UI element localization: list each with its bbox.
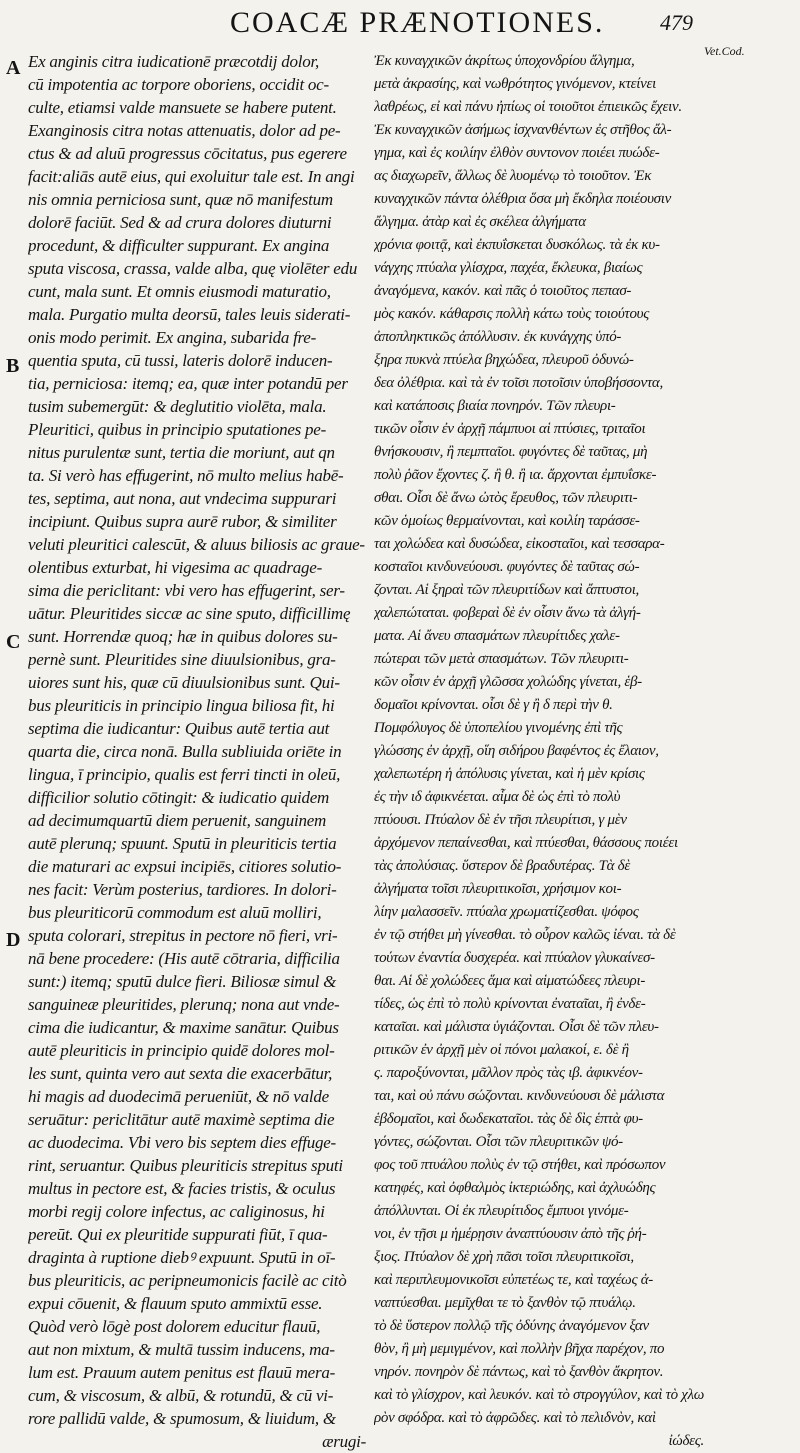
greek-text-line: τὸ δὲ ὕστερον πολλῷ τῆς ὀδύνης ἀναγόμενον ξαν <box>374 1318 649 1334</box>
latin-text-line: sunt. Horrendæ quoq; hæ in quibus dolores su- <box>28 627 338 646</box>
greek-text-line: γόντες, σώζονται. Οἷσι τῶν πλευριτικῶν ψό- <box>374 1134 623 1150</box>
latin-text-line: tes, septima, aut nona, aut vndecima suppurari <box>28 489 337 508</box>
greek-column <box>374 50 704 1453</box>
greek-text-line: ἄλγημα. ἀτὰρ καὶ ἐς σκέλεα ἀλγήματα <box>374 214 586 230</box>
greek-text-line: ναπτύεσθαι. μεμῖχθαι τε τὸ ξανθὸν τῷ πτυάλῳ. <box>374 1295 636 1311</box>
greek-text-line: ἑβδομαῖοι, καὶ δωδεκαταῖοι. τὰς δὲ δὶς ἑπτὰ φυ- <box>374 1111 643 1127</box>
greek-text-line: γημα, καὶ ἐς κοιλίην ἐλθὸν συντονον ποιέει πυώδε- <box>374 145 660 161</box>
greek-text-line: ται, καὶ οὐ πάνυ σώζονται. κινδυνεύουσι δὲ μάλιστα <box>374 1088 665 1104</box>
latin-text-line: cum, & viscosum, & albū, & rotundū, & cū vi- <box>28 1386 334 1405</box>
greek-text-line: φος τοῦ πτυάλου πολὺς ἐν τῷ στήθει, καὶ πρόσωπον <box>374 1157 666 1173</box>
latin-text-line: mala. Purgatio multa deorsū, tales leuis siderati- <box>28 305 351 324</box>
latin-text-line: bus pleuriticis in principio lingua biliosa fit, hi <box>28 696 335 715</box>
latin-text-line: Pleuritici, quibus in principio sputationes pe- <box>28 420 327 439</box>
section-marker-c: C <box>6 631 21 653</box>
latin-text-line: pernè sunt. Pleuritides sine diuulsionibus, gra- <box>28 650 336 669</box>
latin-text-line: nes facit: Verùm posterius, tardiores. In dolori- <box>28 880 337 899</box>
greek-text-line: ται χολώδεα καὶ δυσώδεα, εἰκοσταῖοι, καὶ τεσσαρα- <box>374 536 665 552</box>
greek-text-line: τίδες, ὡς ἐπὶ τὸ πολὺ κρίνονται ἐναταῖαι, ἢ ἐνδε- <box>374 996 646 1012</box>
latin-text-line: pereūt. Qui ex pleuritide suppurati fiūt, ī qua- <box>28 1225 328 1244</box>
latin-text-line: ac duodecima. Vbi vero bis septem dies effuge- <box>28 1133 336 1152</box>
latin-text-line: incipiunt. Quibus supra aurē rubor, & similiter <box>28 512 337 531</box>
catchword: ærugi- <box>322 1432 366 1451</box>
greek-text-line: Πομφόλυγος δὲ ὑποπελίου γινομένης ἐπὶ τῆς <box>374 720 623 736</box>
catchword: ἰώδες. <box>668 1433 704 1449</box>
latin-text-line: tia, perniciosa: itemq; ea, quæ inter potandū per <box>28 374 348 393</box>
greek-text-line: τούτων ἐναντία δυσχερέα. καὶ πτύαλον γλυκαίνεσ- <box>374 950 655 966</box>
greek-text-line: ξιος. Πτύαλον δὲ χρὴ πᾶσι τοῖσι πλευριτικοῖσι, <box>374 1249 634 1265</box>
latin-text-line: seruātur: periclitātur autē maximè septima die <box>28 1110 335 1129</box>
greek-text-line: θὸν, ἢ μὴ μεμιγμένον, καὶ πολλὴν βῆχα παρέχον, πο <box>374 1341 665 1357</box>
latin-text-line: les sunt, quinta vero aut sexta die exacerbātur, <box>28 1064 333 1083</box>
greek-text-line: νοι, ἐν τῇσι μ ἡμέρῃσιν ἀναπτύουσιν ἀπὸ τῆς ῥή- <box>374 1226 647 1242</box>
greek-text-line: καὶ περιπλευμονικοῖσι εὐπετέως τε, καὶ ταχέως ἀ- <box>374 1272 653 1288</box>
greek-text-line: καὶ κατάποσις βιαία πονηρόν. Τῶν πλευρι- <box>374 398 616 414</box>
latin-text-line: lingua, ī principio, qualis est ferri tincti in oleū, <box>28 765 341 784</box>
greek-text-line: θαι. Αἱ δὲ χολώδεες ἅμα καὶ αἱματώδεες πλευρι- <box>374 973 646 989</box>
greek-text-line: χαλεπωτέρη ἡ ἀπόλυσις γίνεται, καὶ ἡ μὲν κρίσις <box>374 766 645 782</box>
latin-text-line: nitus purulentæ sunt, tertia die moriunt, aut qn <box>28 443 335 462</box>
latin-text-line: Quòd verò lōgè post dolorem educitur flauū, <box>28 1317 321 1336</box>
greek-text-line: ἐς τὴν ιδ ἀφικνέεται. αἷμα δὲ ὡς ἐπὶ τὸ πολὺ <box>374 789 621 805</box>
greek-text-line: Ἐκ κυναγχικῶν ἀκρίτως ὑποχονδρίου ἄλγημα, <box>374 53 635 69</box>
greek-text-line: ξηρα πυκνὰ πτύελα βηχώδεα, πλευροῦ ὀδυνώ- <box>374 352 634 368</box>
latin-text-line: facit:aliās autē eius, qui exoluitur tale est. In angi <box>28 167 355 186</box>
greek-text-line: μετὰ ἀκρασίης, καὶ νωθρότητος γινόμενον, κτείνει <box>374 76 656 92</box>
latin-text-line: sputa colorari, strepitus in pectore nō fieri, vri- <box>28 926 338 945</box>
latin-text-line: autē pleuriticis in principio quidē dolores mol- <box>28 1041 335 1060</box>
latin-text-line: Ex anginis citra iudicationē præcotdij dolor, <box>28 52 319 71</box>
greek-text-line: λίην μαλασσεῖν. πτύαλα χρωματίζεσθαι. ψόφος <box>374 904 639 920</box>
latin-text-line: ctus & ad aluū progressus cōcitatus, pus egerere <box>28 144 347 163</box>
latin-text-line: bus pleuriticorū commodum est aluū molliri, <box>28 903 322 922</box>
latin-text-line: Exanginosis citra notas attenuatis, dolor ad pe- <box>28 121 341 140</box>
greek-text-line: χρόνια φοιτᾷ, καὶ ἐκπυΐσκεται δυσκόλως. τὰ ἐκ κυ- <box>374 237 660 253</box>
greek-text-line: πτύουσι. Πτύαλον δὲ ἐν τῆσι πλευρίτισι, γ μὲν <box>374 812 627 828</box>
greek-text-line: ματα. Αἱ ἄνευ σπασμάτων πλευρίτιδες χαλε- <box>374 628 620 644</box>
greek-text-line: ἀλγήματα τοῖσι πλευριτικοῖσι, χρήσιμον κοι- <box>374 881 622 897</box>
greek-text-line: τικῶν οἷσιν ἐν ἀρχῇ πάμπυοι αἱ πτύσιες, τριταῖοι <box>374 421 646 437</box>
greek-text-line: ριτικῶν ἐν ἀρχῇ μὲν οἱ πόνοι μαλακοί, ε. δὲ ἢ <box>374 1042 629 1058</box>
greek-text-line: σθαι. Οἷσι δὲ ἄνω ὠτὸς ἔρευθος, τῶν πλευριτι- <box>374 490 638 506</box>
greek-text-line: κῶν οἷσιν ἐν ἀρχῇ γλῶσσα χολώδης γίνεται, ἑβ- <box>374 674 642 690</box>
latin-text-line: difficilior solutio cōtingit: & iudicatio quidem <box>28 788 330 807</box>
latin-text-line: sima die periclitant: vbi vero has effugerint, ser- <box>28 581 345 600</box>
greek-text-line: κῶν ὁμοίως θερμαίνονται, καὶ κοιλίη ταράσσε- <box>374 513 640 529</box>
latin-text-line: veluti pleuritici calescūt, & aluus biliosis ac graue- <box>28 535 365 554</box>
greek-text-line: λαθρέως, εἰ καὶ πάνυ ἠπίως οἱ τοιοῦτοι ἐπιεικῶς ἔχειν. <box>374 99 682 115</box>
section-marker-d: D <box>6 929 21 951</box>
latin-text-line: expui cōuenit, & flauum sputo ammixtū esse. <box>28 1294 323 1313</box>
latin-text-line: cunt, mala sunt. Et omnis eiusmodi maturatio, <box>28 282 331 301</box>
latin-text-line: sputa viscosa, crassa, valde alba, quę violēter edu <box>28 259 358 278</box>
latin-column <box>28 50 366 1453</box>
latin-text-line: septima die iudicantur: Quibus autē tertia aut <box>28 719 330 738</box>
greek-text-line: κοσταῖοι κινδυνεύουσι. φυγόντες δὲ ταῦτας σώ- <box>374 559 640 575</box>
latin-text-line: aut non mixtum, & multā tussim inducens, ma- <box>28 1340 335 1359</box>
latin-text-line: multus in pectore est, & facies tristis, & oculus <box>28 1179 336 1198</box>
greek-text-line: ἀρχόμενον πεπαίνεσθαι, καὶ πτύεσθαι, θάσσους ποιέει <box>374 835 678 851</box>
page-number: 479 <box>660 10 693 35</box>
greek-text-line: καὶ τὸ γλίσχρον, καὶ λευκόν. καὶ τὸ στρογγύλον, καὶ τὸ χλω <box>374 1387 704 1403</box>
greek-text-line: ζονται. Αἱ ξηραὶ τῶν πλευριτίδων καὶ ἄπτυστοι, <box>374 582 640 598</box>
latin-text-line: hi magis ad duodecimā perueniūt, & nō valde <box>28 1087 329 1106</box>
greek-text-line: ἀποπληκτικῶς ἀπόλλυσιν. ἐκ κυνάγχης ὑπό- <box>374 329 622 345</box>
running-title: COACÆ PRÆNOTIONES. <box>230 6 605 39</box>
greek-text-line: ἀπόλλυνται. Οἱ ἐκ πλευρίτιδος ἔμπυοι γινόμε- <box>374 1203 629 1219</box>
greek-text-line: γλώσσης ἐν ἀρχῇ, οἵη σιδήρου βαφέντος ἐς ἔλαιον, <box>374 743 659 759</box>
latin-text-line: die maturari ac expsui incipiēs, citiores solutio- <box>28 857 342 876</box>
greek-text-line: ς. παροξύνονται, μᾶλλον πρὸς τὰς ιβ. ἀφικνέον- <box>374 1065 643 1081</box>
greek-text-line: καταῖαι. καὶ μάλιστα ὑγιάζονται. Οἷσι δὲ τῶν πλευ- <box>374 1019 659 1035</box>
greek-text-line: δεα ὀλέθρια. καὶ τὰ ἐν τοῖσι ποτοῖσιν ὑποβήσσοντα, <box>374 375 663 391</box>
latin-text-line: cima die iudicantur, & maxime sanātur. Quibus <box>28 1018 339 1037</box>
latin-text-line: rint, seruantur. Quibus pleuriticis strepitus sputi <box>28 1156 343 1175</box>
latin-text-line: ta. Si verò has effugerint, nō multo melius habē- <box>28 466 344 485</box>
latin-text-line: nā bene procedere: (His autē cōtraria, difficilia <box>28 949 340 968</box>
greek-text-line: ἐν τῷ στήθει μὴ γίνεσθαι. τὸ οὖρον καλῶς ἰέναι. τὰ δὲ <box>374 927 676 943</box>
greek-text-line: μὸς κακόν. κάθαρσις πολλὴ κάτω τοὺς τοιούτους <box>374 306 650 322</box>
latin-text-line: tusim subemergūt: & deglutitio violēta, mala. <box>28 397 327 416</box>
latin-text-line: lum est. Prauum autem penitus est flauū mera- <box>28 1363 335 1382</box>
latin-text-line: olentibus exturbat, hi vigesima ac quadrage- <box>28 558 323 577</box>
latin-text-line: autē plerunq; spuunt. Sputū in pleuriticis tertia <box>28 834 337 853</box>
greek-text-line: νηρόν. πονηρὸν δὲ πάντως, καὶ τὸ ξανθὸν ἄκρητον. <box>374 1364 664 1380</box>
latin-text-line: quarta die, circa nonā. Bulla subliuida oriēte in <box>28 742 342 761</box>
latin-text-line: morbi regij colore infectus, ac caliginosus, hi <box>28 1202 325 1221</box>
latin-text-line: uiores sunt his, quæ cū diuulsionibus sunt. Qui- <box>28 673 340 692</box>
latin-text-line: uātur. Pleuritides siccæ ac sine sputo, difficillimę <box>28 604 351 623</box>
latin-text-line: quentia sputa, cū tussi, lateris dolorē inducen- <box>28 351 333 370</box>
greek-text-line: κυναγχικῶν πάντα ὀλέθρια ὅσα μὴ ἔκδηλα ποιέουσιν <box>374 191 671 207</box>
latin-text-line: culte, etiamsi valde mansuete se habere putent. <box>28 98 337 117</box>
greek-text-line: Ἐκ κυναγχικῶν ἀσήμως ἰσχνανθέντων ἐς στῆθος ἄλ- <box>374 122 672 138</box>
greek-text-line: κατηφές, καὶ ὀφθαλμὸς ἰκτεριώδης, καὶ ἀχλυώδης <box>374 1180 656 1196</box>
greek-text-line: θνήσκουσιν, ἢ πεμπταῖοι. φυγόντες δὲ ταῦτας, μὴ <box>374 444 648 460</box>
greek-text-line: πολὺ ῥᾶον ἔχοντες ζ. ἢ θ. ἢ ια. ἄρχονται ἐμπυΐσκε- <box>374 467 657 483</box>
latin-text-line: dolorē faciūt. Sed & ad crura dolores diuturni <box>28 213 332 232</box>
latin-text-line: onis modo perimit. Ex angina, subarida fre- <box>28 328 316 347</box>
latin-text-line: sanguineæ pleuritides, plerunq; nona aut vnde- <box>28 995 340 1014</box>
latin-text-line: draginta à ruptione diebꝰ expuunt. Sputū in oī- <box>28 1248 336 1267</box>
greek-text-line: δομαῖοι κρίνονται. οἷσι δὲ γ ἢ δ περὶ τὴν θ. <box>374 697 613 713</box>
greek-text-line: χαλεπώταται. φοβεραὶ δὲ ἐν οἷσιν ἄνω τὰ ἀλγή- <box>374 605 641 621</box>
section-marker-a: A <box>6 57 21 79</box>
margin-note: Vet.Cod. <box>704 44 745 58</box>
greek-text-line: τὰς ἀπολύσιας. ὕστερον δὲ βραδυτέρας. Τὰ δὲ <box>374 858 630 874</box>
latin-text-line: rore pallidū valde, & spumosum, & liuidum, & <box>28 1409 336 1428</box>
greek-text-line: ἀναγόμενα, κακόν. καὶ πᾶς ὁ τοιοῦτος πεπασ- <box>374 283 632 299</box>
latin-text-line: sunt:) itemq; sputū dulce fieri. Biliosæ simul & <box>28 972 337 991</box>
latin-text-line: procedunt, & difficulter suppurant. Ex angina <box>28 236 330 255</box>
latin-text-line: cū impotentia ac torpore oboriens, occidit oc- <box>28 75 329 94</box>
section-marker-b: B <box>6 355 20 377</box>
greek-text-line: ρὸν σφόδρα. καὶ τὸ ἀφρῶδες. καὶ τὸ πελιδνὸν, καὶ <box>374 1410 656 1426</box>
latin-text-line: ad decimumquartū diem peruenit, sanguinem <box>28 811 327 830</box>
greek-text-line: πώτεραι τῶν μετὰ σπασμάτων. Τῶν πλευριτι- <box>374 651 629 667</box>
greek-text-line: ας διαχωρεῖν, ἄλλως δὲ λυομένῳ τὸ τοιοῦτον. Ἐκ <box>374 168 652 184</box>
latin-text-line: nis omnia perniciosa sunt, quæ nō manifestum <box>28 190 333 209</box>
latin-text-line: bus pleuriticis, ac peripneumonicis facilè ac citò <box>28 1271 347 1290</box>
greek-text-line: νάγχης πτύαλα γλίσχρα, παχέα, ἔκλευκα, βιαίως <box>374 260 643 276</box>
